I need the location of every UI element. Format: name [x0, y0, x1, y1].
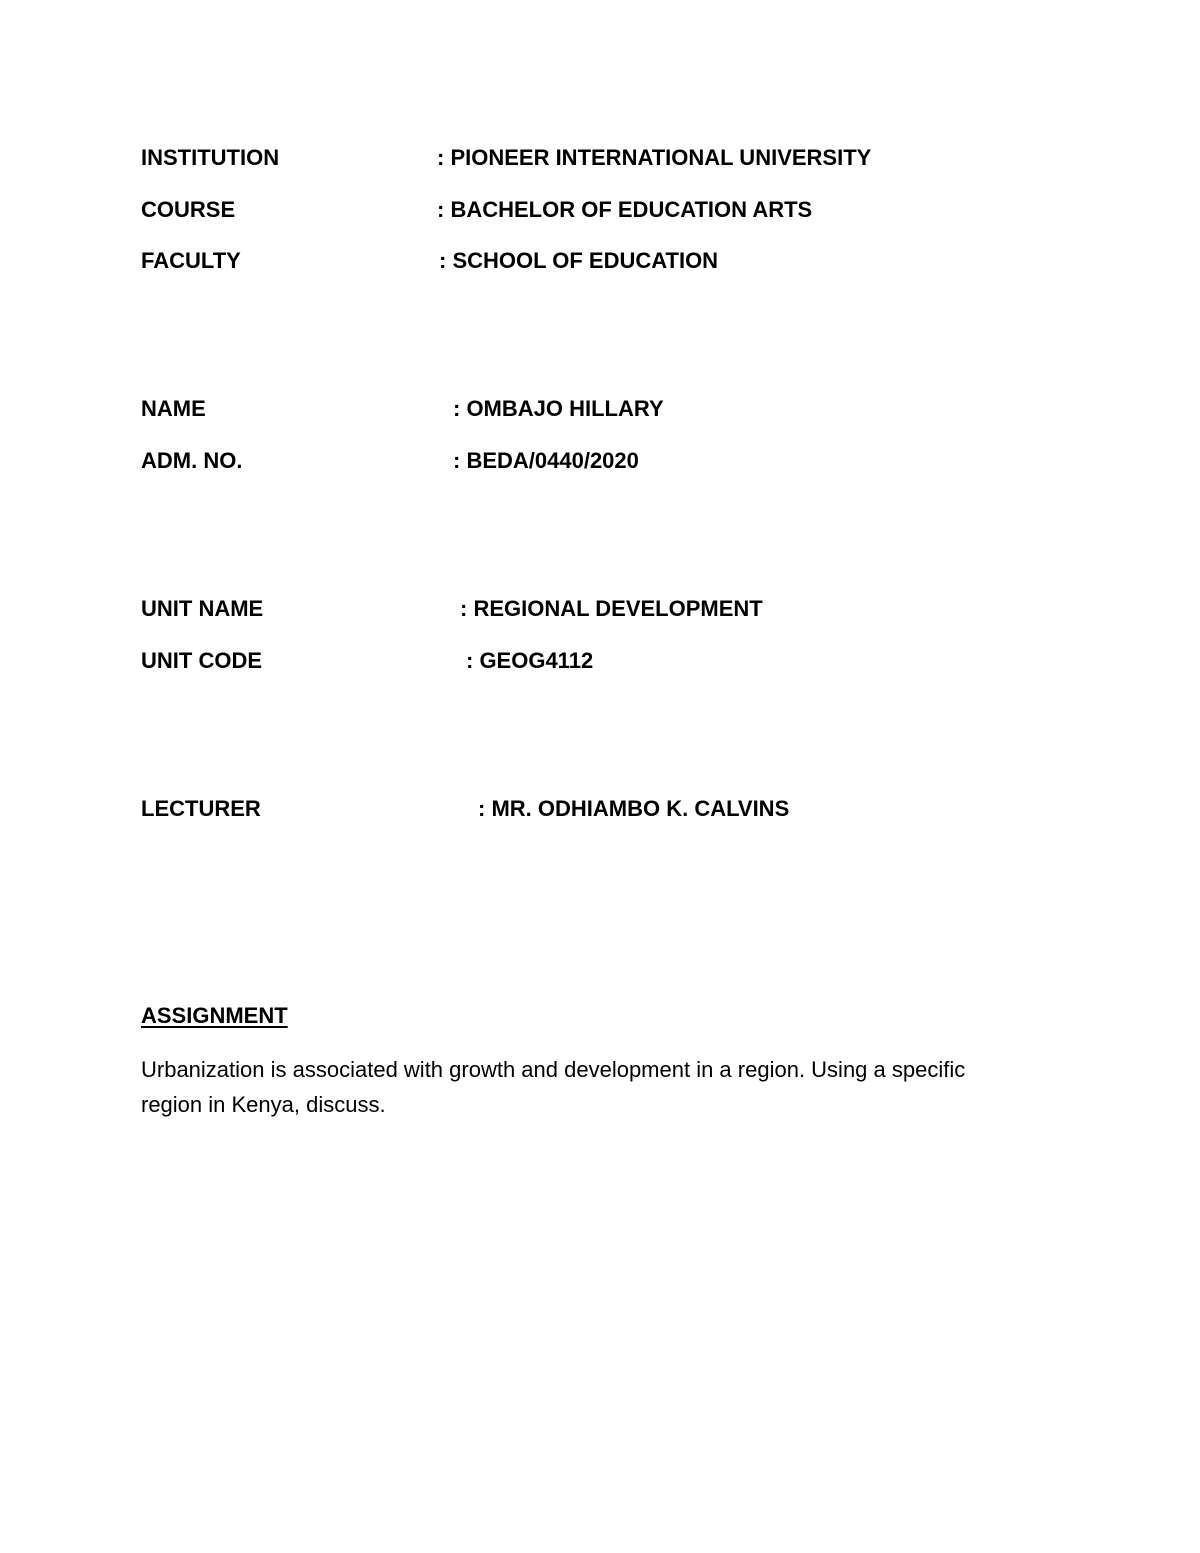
- unit-name-value: : REGIONAL DEVELOPMENT: [460, 596, 763, 621]
- unit-code-label: UNIT CODE: [141, 648, 262, 673]
- assignment-question: Urbanization is associated with growth and development in a region. Using a specific region in Kenya, discuss.: [141, 1057, 966, 1117]
- institution-label: INSTITUTION: [141, 145, 280, 170]
- course-value: : BACHELOR OF EDUCATION ARTS: [437, 197, 813, 222]
- name-value: : OMBAJO HILLARY: [453, 396, 664, 421]
- assignment-heading: ASSIGNMENT: [141, 1003, 288, 1028]
- course-label: COURSE: [141, 197, 236, 222]
- unit-name-label: UNIT NAME: [141, 596, 264, 621]
- adm-no-value: : BEDA/0440/2020: [453, 448, 639, 473]
- lecturer-label: LECTURER: [141, 796, 261, 821]
- faculty-value: : SCHOOL OF EDUCATION: [439, 248, 719, 273]
- unit-code-value: : GEOG4112: [466, 648, 594, 673]
- institution-value: : PIONEER INTERNATIONAL UNIVERSITY: [437, 145, 872, 170]
- faculty-label: FACULTY: [141, 248, 241, 273]
- name-label: NAME: [141, 396, 206, 421]
- adm-no-label: ADM. NO.: [141, 448, 243, 473]
- lecturer-value: : MR. ODHIAMBO K. CALVINS: [478, 796, 790, 821]
